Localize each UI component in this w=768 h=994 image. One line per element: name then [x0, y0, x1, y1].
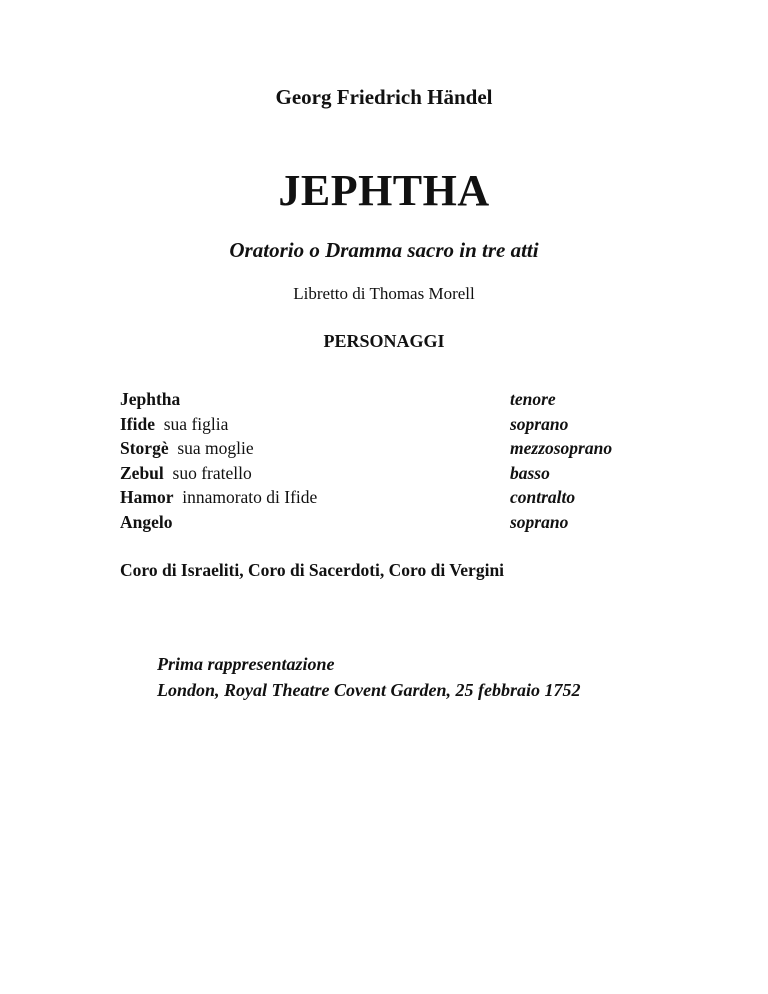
character-name: Angelo	[120, 511, 173, 532]
character-name: Ifide	[120, 413, 155, 434]
character-row	[120, 461, 660, 486]
page-title: JEPHTHA	[278, 166, 490, 215]
character-voice: soprano	[510, 413, 569, 434]
character-voice: basso	[510, 462, 550, 483]
character-row	[120, 485, 660, 510]
character-name: Jephtha	[120, 389, 181, 409]
character-row	[120, 436, 660, 461]
character-row	[120, 412, 660, 437]
character-description: innamorato di Ifide	[182, 487, 318, 507]
character-description: sua moglie	[177, 438, 254, 458]
character-name: Zebul	[120, 462, 164, 483]
character-voice: mezzosoprano	[510, 438, 613, 458]
character-voice: contralto	[510, 487, 576, 507]
work-subtitle: Oratorio o Dramma sacro in tre atti	[229, 238, 539, 262]
libretto-credit: Libretto di Thomas Morell	[293, 284, 475, 303]
character-row	[120, 510, 660, 535]
premiere-detail: London, Royal Theatre Covent Garden, 25 febbraio 1752	[157, 680, 581, 700]
character-voice: soprano	[510, 511, 569, 532]
character-list	[120, 387, 660, 534]
premiere-label: Prima rappresentazione	[157, 654, 335, 674]
personaggi-heading: PERSONAGGI	[323, 331, 445, 351]
chorus-list: Coro di Israeliti, Coro di Sacerdoti, Coro di Vergini	[120, 560, 505, 580]
character-description: suo fratello	[172, 462, 252, 483]
composer-name: Georg Friedrich Händel	[275, 85, 493, 109]
character-name: Hamor	[120, 487, 174, 507]
character-row	[120, 387, 660, 412]
character-voice: tenore	[510, 389, 556, 409]
character-description: sua figlia	[163, 413, 229, 434]
character-name: Storgè	[120, 438, 169, 458]
